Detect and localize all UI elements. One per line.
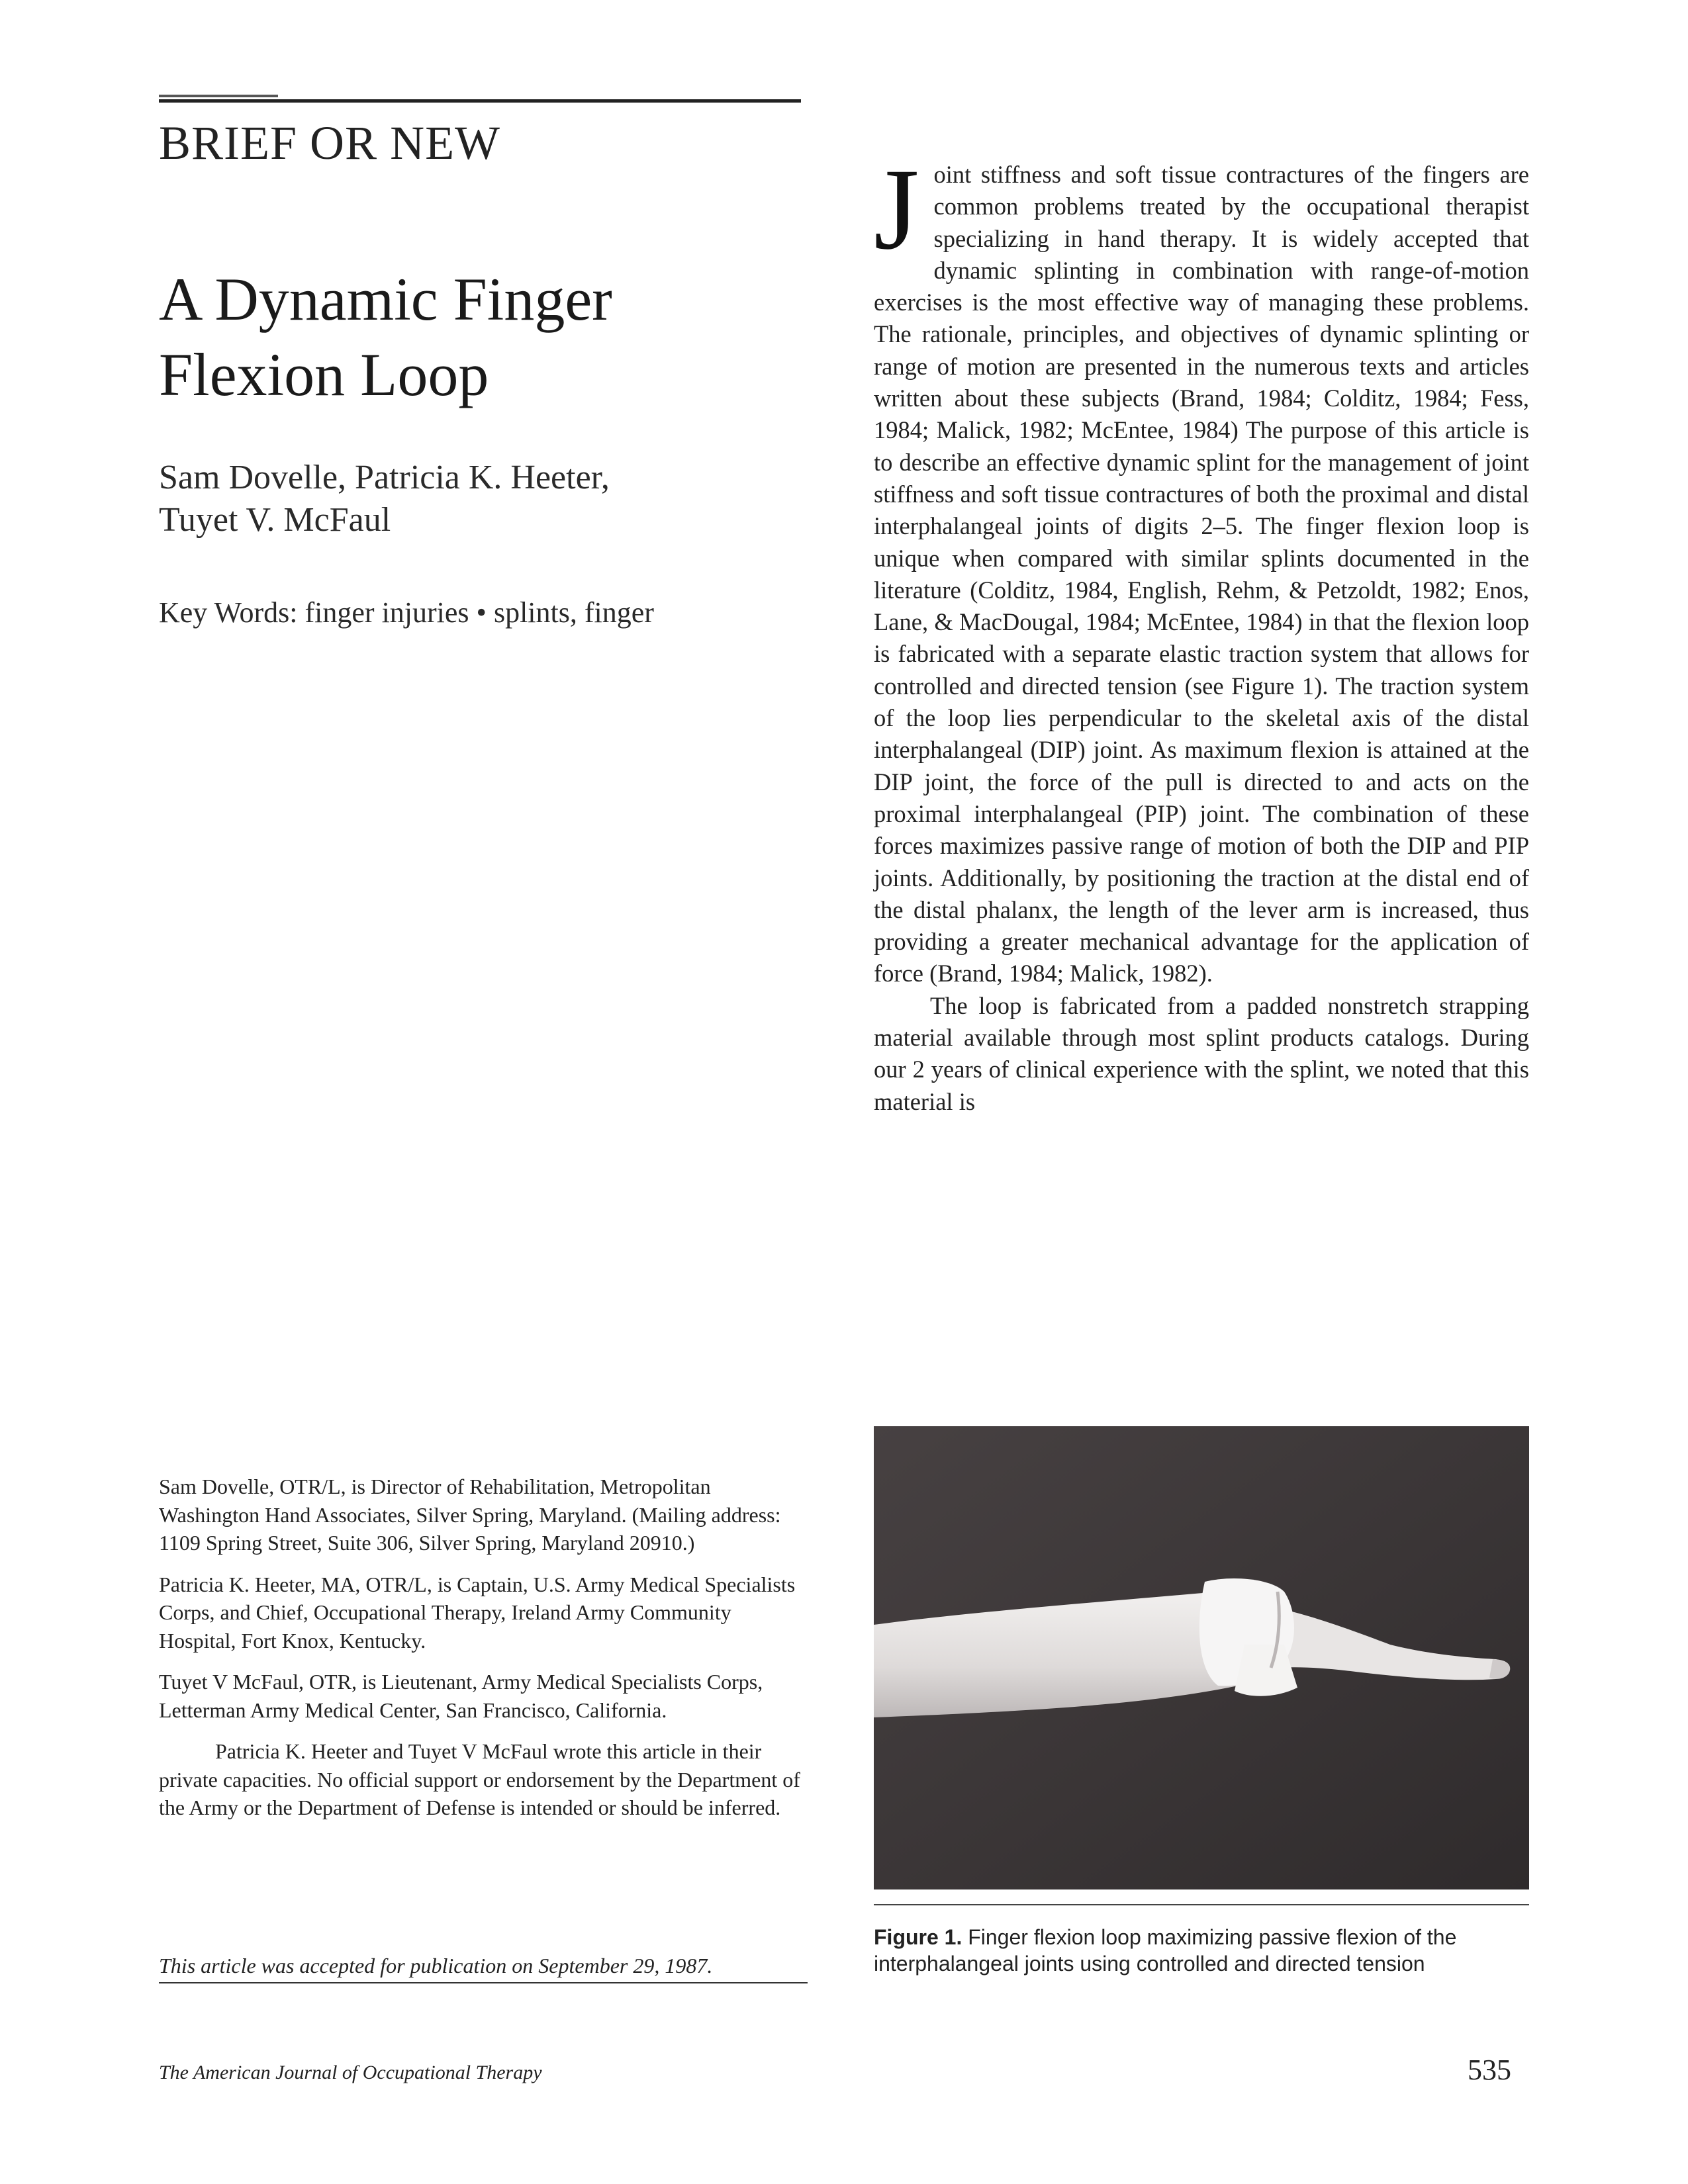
author-notes	[159, 1473, 801, 1835]
figure-photo	[874, 1426, 1529, 1889]
authors-line-2: Tuyet V. McFaul	[159, 501, 391, 539]
title-line-1: A Dynamic Finger	[159, 265, 612, 333]
header-rule	[159, 99, 801, 103]
paragraph-1-text: oint stiffness and soft tissue contractures of the fingers are common problems treated by the occupational therapist specializing in hand therapy. It is widely accepted that dynamic splinting in combination with range-of-motion exercises is the most effective way of managing these problems. The rationale, principles, and objectives of dynamic splinting or range of motion are presented in the numerous texts and articles written about these subjects (Brand, 1984; Colditz, 1984; Fess, 1984; Malick, 1982; McEntee, 1984) The purpose of this article is to describe an effective dynamic splint for the management of joint stiffness and soft tissue contractures of both the proximal and distal interphalangeal joints of digits 2–5. The finger flexion loop is unique when compared with similar splints documented in the literature (Colditz, 1984, English, Rehm, & Petzoldt, 1982; Enos, Lane, & MacDougal, 1984; McEntee, 1984) in that the flexion loop is fabricated with a separate elastic traction system that allows for controlled and directed tension (see Figure 1). The traction system of the loop lies perpendicular to the skeletal axis of the distal interphalangeal (DIP) joint. As maximum flexion is attained at the DIP joint, the force of the pull is directed to and acts on the proximal interphalangeal (PIP) joint. The combination of these forces maximizes passive range of motion of both the DIP and PIP joints. Additionally, by positioning the traction at the distal end of the distal phalanx, the length of the lever arm is increased, thus providing a greater mechanical advantage for the application of force (Brand, 1984; Malick, 1982).	[874, 161, 1529, 987]
header-rule-mark	[159, 95, 278, 97]
authors	[159, 457, 781, 541]
article-title	[159, 261, 755, 412]
body-paragraph-2: The loop is fabricated from a padded nonstretch strapping material available through most splint products catalogs. During our 2 years of clinical experience with the splint, we noted that this material is	[874, 991, 1529, 1115]
acceptance-note: This article was accepted for publication on September 29, 1987.	[159, 1954, 713, 1978]
author-note-4: Patricia K. Heeter and Tuyet V McFaul wrote this article in their private capacities. No official support or endorsement by the Department of the Army or the Department of Defense is intended or should be inferred.	[159, 1739, 800, 1819]
key-words: Key Words: finger injuries • splints, finger	[159, 596, 654, 629]
author-note-3: Tuyet V McFaul, OTR, is Lieutenant, Army Medical Specialists Corps, Letterman Army Medical Center, San Francisco, California.	[159, 1670, 763, 1722]
author-note-1: Sam Dovelle, OTR/L, is Director of Rehabilitation, Metropolitan Washington Hand Associates, Silver Spring, Maryland. (Mailing address: 1109 Spring Street, Suite 306, Silver Spring, Maryland 20910.)	[159, 1475, 781, 1555]
figure-caption-text: Finger flexion loop maximizing passive flexion of the interphalangeal joints using controlled and directed tension	[874, 1925, 1457, 1976]
journal-name: The American Journal of Occupational Therapy	[159, 2062, 542, 2083]
title-line-2: Flexion Loop	[159, 341, 489, 408]
author-note-2: Patricia K. Heeter, MA, OTR/L, is Captain, U.S. Army Medical Specialists Corps, and Chief, Occupational Therapy, Ireland Army Community Hospital, Fort Knox, Kentucky.	[159, 1572, 796, 1653]
drop-cap: J	[874, 145, 919, 274]
acceptance-rule	[159, 1982, 808, 1983]
authors-line-1: Sam Dovelle, Patricia K. Heeter,	[159, 459, 610, 496]
hand-splint-photo	[874, 1426, 1529, 1889]
section-label: BRIEF OR NEW	[159, 116, 500, 169]
figure-caption	[874, 1924, 1529, 1977]
body-text	[874, 145, 1529, 1118]
page-number: 535	[1468, 2054, 1511, 2086]
figure-label: Figure 1.	[874, 1925, 962, 1949]
figure-caption-rule	[874, 1904, 1529, 1905]
body-paragraph-1	[874, 145, 1529, 990]
